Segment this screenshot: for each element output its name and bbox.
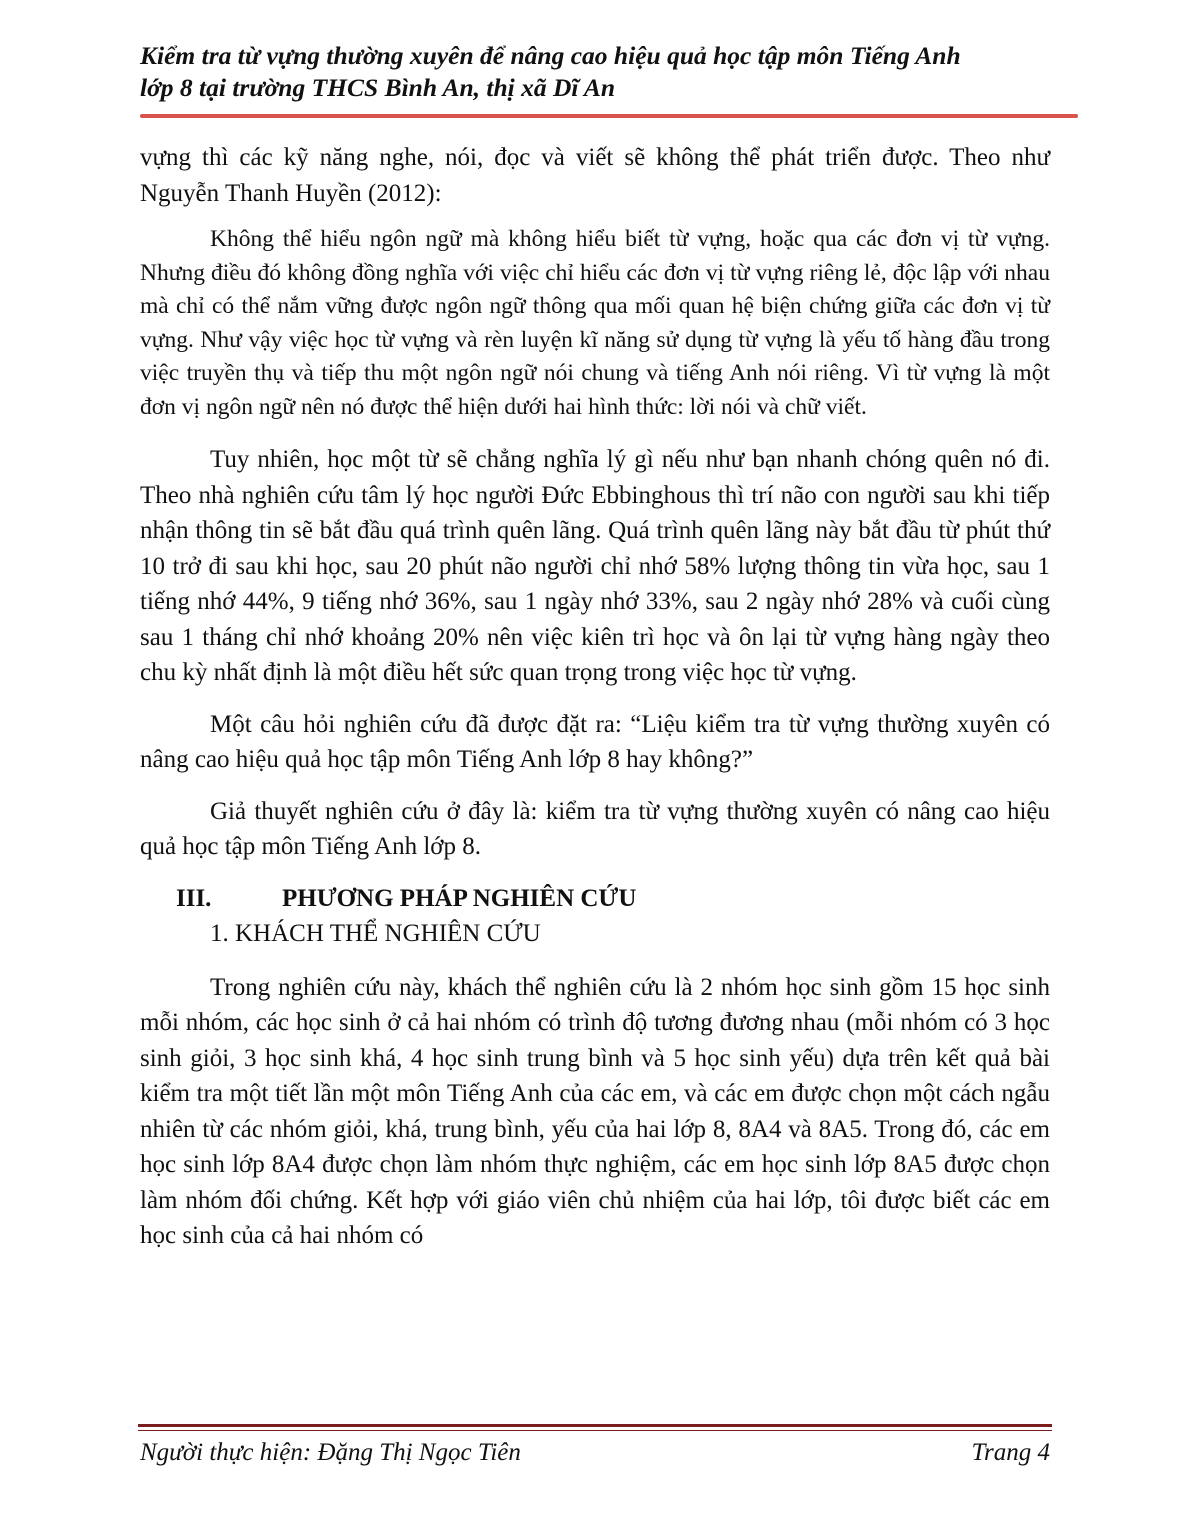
header-divider: [140, 114, 1078, 118]
page-footer: [140, 1436, 1050, 1470]
paragraph-forgetting-curve: Tuy nhiên, học một từ sẽ chẳng nghĩa lý gì nếu như bạn nhanh chóng quên nó đi. Theo nhà nghiên cứu tâm lý học người Đức Ebbinghous thì trí não con người sau khi tiếp nhận thông tin sẽ bắt đầu quá trình quên lãng. Quá trình quên lãng này bắt đầu từ phút thứ 10 trở đi sau khi học, sau 20 phút não người chỉ nhớ 58% lượng thông tin vừa học, sau 1 tiếng nhớ 44%, 9 tiếng nhớ 36%, sau 1 ngày nhớ 33%, sau 2 ngày nhớ 28% và cuối cùng sau 1 tháng chỉ nhớ khoảng 20% nên việc kiên trì học và ôn lại từ vựng hàng ngày theo chu kỳ nhất định là một điều hết sức quan trọng trong việc học từ vựng.: [140, 446, 1050, 686]
section-title: PHƯƠNG PHÁP NGHIÊN CỨU: [282, 884, 637, 912]
paragraph-hypothesis: Giả thuyết nghiên cứu ở đây là: kiểm tra từ vựng thường xuyên có nâng cao hiệu quả học tập môn Tiếng Anh lớp 8.: [140, 797, 1050, 860]
footer-author: Người thực hiện: Đặng Thị Ngọc Tiên: [140, 1439, 521, 1466]
paragraph-subjects: Trong nghiên cứu này, khách thể nghiên cứu là 2 nhóm học sinh gồm 15 học sinh mỗi nhóm, các học sinh ở cả hai nhóm có trình độ tương đương nhau (mỗi nhóm có 3 học sinh giỏi, 3 học sinh khá, 4 học sinh trung bình và 5 học sinh yếu) dựa trên kết quả bài kiểm tra một tiết lần một môn Tiếng Anh của các em, và các em được chọn một cách ngẫu nhiên từ các nhóm giỏi, khá, trung bình, yếu của hai lớp 8, 8A4 và 8A5. Trong đó, các em học sinh lớp 8A4 được chọn làm nhóm thực nghiệm, các em học sinh lớp 8A5 được chọn làm nhóm đối chứng. Kết hợp với giáo viên chủ nhiệm của hai lớp, tôi được biết các em học sinh của cả hai nhóm có: [140, 973, 1050, 1249]
page-header: [140, 40, 1050, 104]
footer-divider-thick: [138, 1424, 1052, 1427]
footer-page-number: Trang 4: [971, 1439, 1050, 1466]
section-number: III.: [176, 884, 212, 912]
document-body: [140, 140, 1050, 1270]
header-title-line-2: lớp 8 tại trường THCS Bình An, thị xã Dĩ An: [140, 73, 616, 102]
paragraph-continuation: vựng thì các kỹ năng nghe, nói, đọc và viết sẽ không thể phát triển được. Theo như Nguyễn Thanh Huyền (2012):: [140, 144, 1050, 207]
subsection-heading: 1. KHÁCH THỂ NGHIÊN CỨU: [210, 919, 541, 947]
paragraph-research-question: Một câu hỏi nghiên cứu đã được đặt ra: “Liệu kiểm tra từ vựng thường xuyên có nâng cao hiệu quả học tập môn Tiếng Anh lớp 8 hay không?”: [140, 710, 1050, 773]
block-quote: Không thể hiểu ngôn ngữ mà không hiểu biết từ vựng, hoặc qua các đơn vị từ vựng. Nhưng điều đó không đồng nghĩa với việc chỉ hiểu các đơn vị từ vựng riêng lẻ, độc lập với nhau mà chỉ có thể nắm vững được ngôn ngữ thông qua mối quan hệ biện chứng giữa các đơn vị từ vựng. Như vậy việc học từ vựng và rèn luyện kĩ năng sử dụng từ vựng là yếu tố hàng đầu trong việc truyền thụ và tiếp thu một ngôn ngữ nói chung và tiếng Anh nói riêng. Vì từ vựng là một đơn vị ngôn ngữ nên nó được thể hiện dưới hai hình thức: lời nói và chữ viết.: [140, 226, 1050, 420]
footer-divider-thin: [138, 1430, 1052, 1431]
header-title-line-1: Kiểm tra từ vựng thường xuyên để nâng cao hiệu quả học tập môn Tiếng Anh: [140, 41, 961, 70]
section-heading: [140, 881, 1050, 916]
